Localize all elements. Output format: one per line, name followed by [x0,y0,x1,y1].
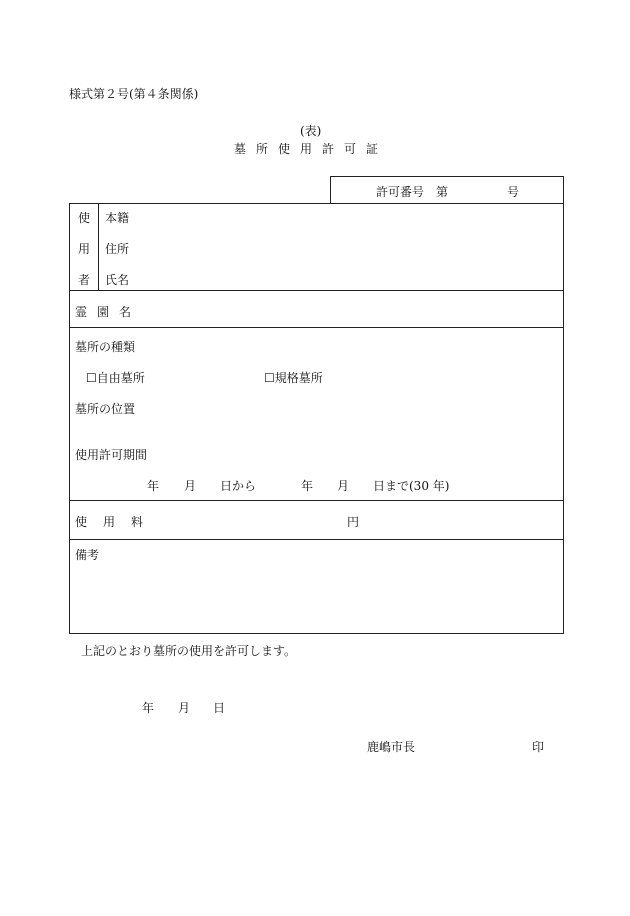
user-header-char: 用 [78,242,91,256]
date-month: 月 [178,701,191,715]
period-end-month: 月 [337,479,350,493]
address-label: 住所 [105,242,130,256]
user-header-char: 使 [78,211,91,225]
permit-number-go: 号 [507,185,520,199]
user-column-divider [98,203,99,290]
row-divider [69,290,564,291]
cemetery-name-label: 霊園名 [75,305,142,319]
mayor-title: 鹿嶋市長 [367,740,416,754]
row-divider [69,539,564,540]
period-start-year: 年 [147,479,160,493]
document-title: 墓所使用許可証 [234,142,389,156]
free-grave-option[interactable]: ☐自由墓所 [86,371,145,385]
permission-statement: 上記のとおり墓所の使用を許可します。 [81,644,297,658]
row-divider [69,327,564,328]
form-number: 様式第２号(第４条関係) [69,87,199,101]
standard-grave-option[interactable]: ☐規格墓所 [264,371,323,385]
name-label: 氏名 [105,273,130,287]
remarks-label: 備考 [75,548,100,562]
period-start-month: 月 [184,479,197,493]
period-end-day: 日まで(30 年) [373,479,450,493]
user-header-char: 者 [78,273,91,287]
period-end-year: 年 [301,479,314,493]
grave-location-label: 墓所の位置 [75,402,136,416]
grave-type-label: 墓所の種類 [75,340,136,354]
permit-number-label: 許可番号 [376,185,425,199]
row-divider [69,500,564,501]
permit-number-dai: 第 [436,185,449,199]
date-day: 日 [213,701,226,715]
seal-mark: 印 [532,740,545,754]
honseki-label: 本籍 [105,211,130,225]
period-start-day: 日から [220,479,257,493]
period-label: 使用許可期間 [75,448,148,462]
date-year: 年 [142,701,155,715]
fee-unit: 円 [347,515,360,529]
permit-table [69,203,564,634]
side-label: (表) [300,124,322,138]
fee-label: 使用料 [75,515,160,529]
